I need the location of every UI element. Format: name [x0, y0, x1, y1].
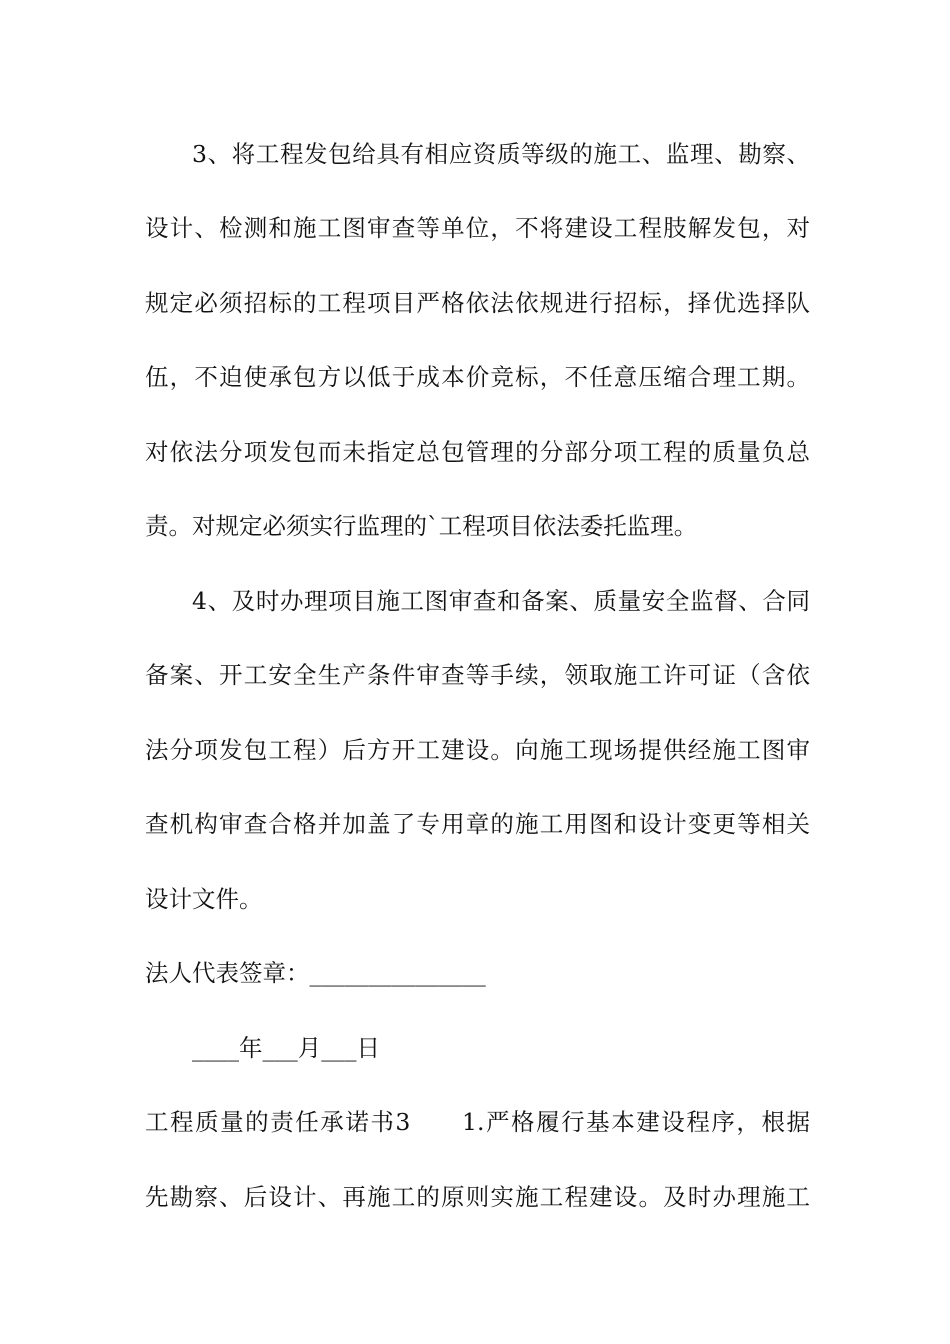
paragraph-4-line-2: 备案、开工安全生产条件审查等手续，领取施工许可证（含依: [145, 661, 810, 689]
paragraph-3-line-5: 对依法分项发包而未指定总包管理的分部分项工程的质量负总: [145, 438, 810, 466]
paragraph-3-line-2: 设计、检测和施工图审查等单位，不将建设工程肢解发包，对: [145, 214, 810, 242]
next-section-line-1: 工程质量的责任承诺书3 1.严格履行基本建设程序，根据: [145, 1108, 810, 1136]
paragraph-3-line-4: 伍，不迫使承包方以低于成本价竞标，不任意压缩合理工期。: [145, 363, 810, 391]
legal-representative-signature: 法人代表签章：_______________: [145, 959, 486, 987]
paragraph-3-line-1: 3、将工程发包给具有相应资质等级的施工、监理、勘察、: [192, 140, 810, 168]
next-section-line-2: 先勘察、后设计、再施工的原则实施工程建设。及时办理施工: [145, 1183, 810, 1211]
signature-date: ____年___月___日: [192, 1034, 380, 1062]
paragraph-3-line-6: 责。对规定必须实行监理的`工程项目依法委托监理。: [145, 512, 698, 540]
paragraph-4-line-3: 法分项发包工程）后方开工建设。向施工现场提供经施工图审: [145, 736, 810, 764]
paragraph-3-line-3: 规定必须招标的工程项目严格依法依规进行招标，择优选择队: [145, 289, 810, 317]
paragraph-4-line-5: 设计文件。: [145, 885, 263, 913]
paragraph-4-line-4: 查机构审查合格并加盖了专用章的施工用图和设计变更等相关: [145, 810, 810, 838]
paragraph-4-line-1: 4、及时办理项目施工图审查和备案、质量安全监督、合同: [192, 587, 810, 615]
